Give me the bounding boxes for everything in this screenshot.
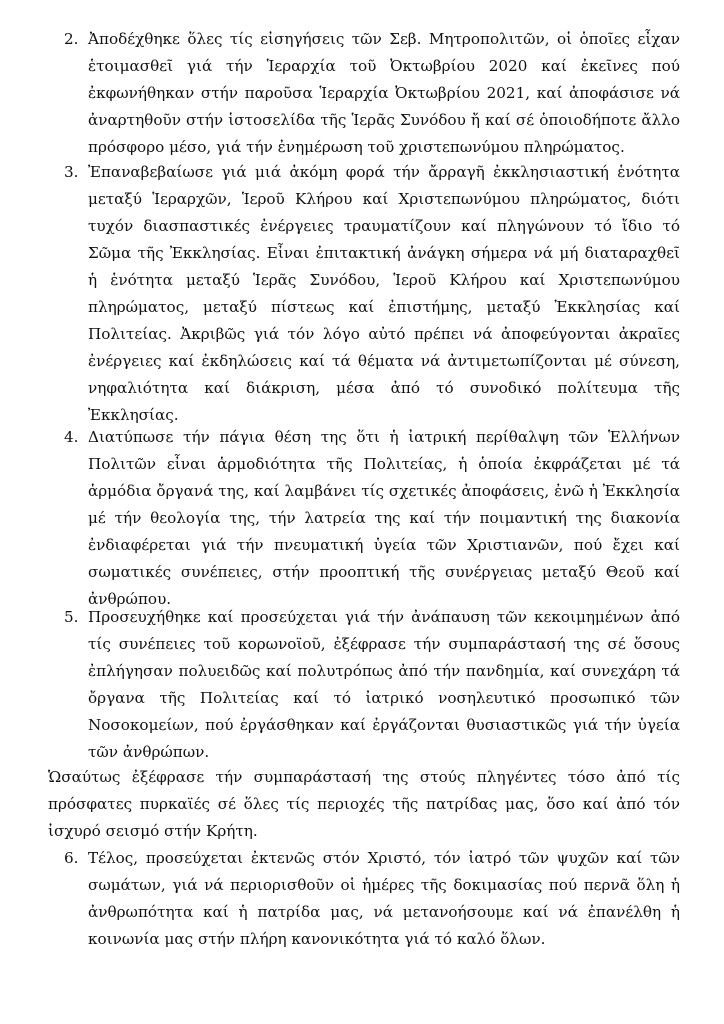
list-item-text: Διατύπωσε τήν πάγια θέση της ὅτι ἡ ἰατρική περίθαλψη τῶν Ἑλλήνων Πολιτῶν εἶναι ἁρμοδιότητα τῆς Πολιτείας, ἡ ὁποία ἐκφράζεται μέ τά ἁρμόδια ὄργανά της, καί λαμβάνει τίς σχετικές ἀποφάσεις, ἐνῶ ἡ Ἐκκλησία μέ τήν θεολογία της, τήν λατρεία της καί τήν ποιμαντική της διακονία ἐνδιαφέρεται γιά τήν πνευματική ὑγεία τῶν Χριστιανῶν, πού ἔχει καί σωματικές συνέπειες, στήν προοπτική τῆς συνέργειας μεταξύ Θεοῦ καί ἀνθρώπου. xyxy=(88,428,680,608)
list-item-5 xyxy=(64,604,680,766)
list-item-text: Προσευχήθηκε καί προσεύχεται γιά τήν ἀνάπαυση τῶν κεκοιμημένων ἀπό τίς συνέπειες τοῦ κορωνοϊοῦ, ἐξέφρασε τήν συμπαράστασή της σέ ὅσους ἐπλήγησαν πολυειδῶς καί πολυτρόπως ἀπό τήν πανδημία, καί συνεχάρη τά ὄργανα τῆς Πολιτείας καί τό ἰατρικό νοσηλευτικό προσωπικό τῶν Νοσοκομείων, πού ἐργάσθηκαν καί ἐργάζονται θυσιαστικῶς γιά τήν ὑγεία τῶν ἀνθρώπων. xyxy=(88,608,680,761)
list-item-text: Ἐπαναβεβαίωσε γιά μιά ἀκόμη φορά τήν ἄρραγῆ ἐκκλησιαστική ἑνότητα μεταξύ Ἱεραρχῶν, Ἱεροῦ Κλήρου καί Χριστεπωνύμου πληρώματος, διότι τυχόν διασπαστικές ἐνέργειες τραυματίζουν καί πληγώνουν τό ἴδιο τό Σῶμα τῆς Ἐκκλησίας. Εἶναι ἐπιτακτική ἀνάγκη σήμερα νά μή διαταραχθεῖ ἡ ἑνότητα μεταξύ Ἱερᾶς Συνόδου, Ἱεροῦ Κλήρου καί Χριστεπωνύμου πληρώματος, μεταξύ πίστεως καί ἐπιστήμης, μεταξύ Ἐκκλησίας καί Πολιτείας. Ἀκριβῶς γιά τόν λόγο αὐτό πρέπει νά ἀποφεύγονται ἀκραῖες ἐνέργειες καί ἐκδηλώσεις καί τά θέματα νά ἀντιμετωπίζονται μέ σύνεση, νηφαλιότητα καί διάκριση, μέσα ἀπό τό συνοδικό πολίτευμα τῆς Ἐκκλησίας. xyxy=(88,163,680,424)
list-item-4 xyxy=(64,424,680,613)
list-item-2 xyxy=(64,26,680,161)
list-number: 6. xyxy=(64,849,79,867)
list-number: 2. xyxy=(64,30,79,48)
list-item-3 xyxy=(64,159,680,429)
list-item-6 xyxy=(64,845,680,953)
paragraph-text: Ὡσαύτως ἐξέφρασε τήν συμπαράστασή της στούς πληγέντες τόσο ἀπό τίς πρόσφατες πυρκαϊές σέ ὅλες τίς περιοχές τῆς πατρίδας μας, ὅσο καί ἀπό τόν ἰσχυρό σεισμό στήν Κρήτη. xyxy=(48,768,680,840)
list-item-text: Ἀποδέχθηκε ὅλες τίς εἰσηγήσεις τῶν Σεβ. Μητροπολιτῶν, οἱ ὁποῖες εἶχαν ἑτοιμασθεῖ γιά τήν Ἱεραρχία τοῦ Ὀκτωβρίου 2020 καί ἐκεῖνες πού ἐκφωνήθηκαν στήν παροῦσα Ἱεραρχία Ὀκτωβρίου 2021, καί ἀποφάσισε νά ἀναρτηθοῦν στήν ἱστοσελίδα τῆς Ἱερᾶς Συνόδου ἤ καί σέ ὁποιοδήποτε ἄλλο πρόσφορο μέσο, γιά τήν ἐνημέρωση τοῦ χριστεπωνύμου πληρώματος. xyxy=(88,30,680,156)
list-number: 3. xyxy=(64,163,79,181)
list-number: 5. xyxy=(64,608,79,626)
body-paragraph xyxy=(48,764,680,845)
list-item-text: Τέλος, προσεύχεται ἐκτενῶς στόν Χριστό, τόν ἰατρό τῶν ψυχῶν καί τῶν σωμάτων, γιά νά περιορισθοῦν οἱ ἡμέρες τῆς δοκιμασίας πού περνᾶ ὅλη ἡ ἀνθρωπότητα καί ἡ πατρίδα μας, νά μετανοήσουμε καί νά ἐπανέλθη ἡ κοινωνία μας στήν πλήρη κανονικότητα γιά τό καλό ὅλων. xyxy=(88,849,680,948)
list-number: 4. xyxy=(64,428,79,446)
